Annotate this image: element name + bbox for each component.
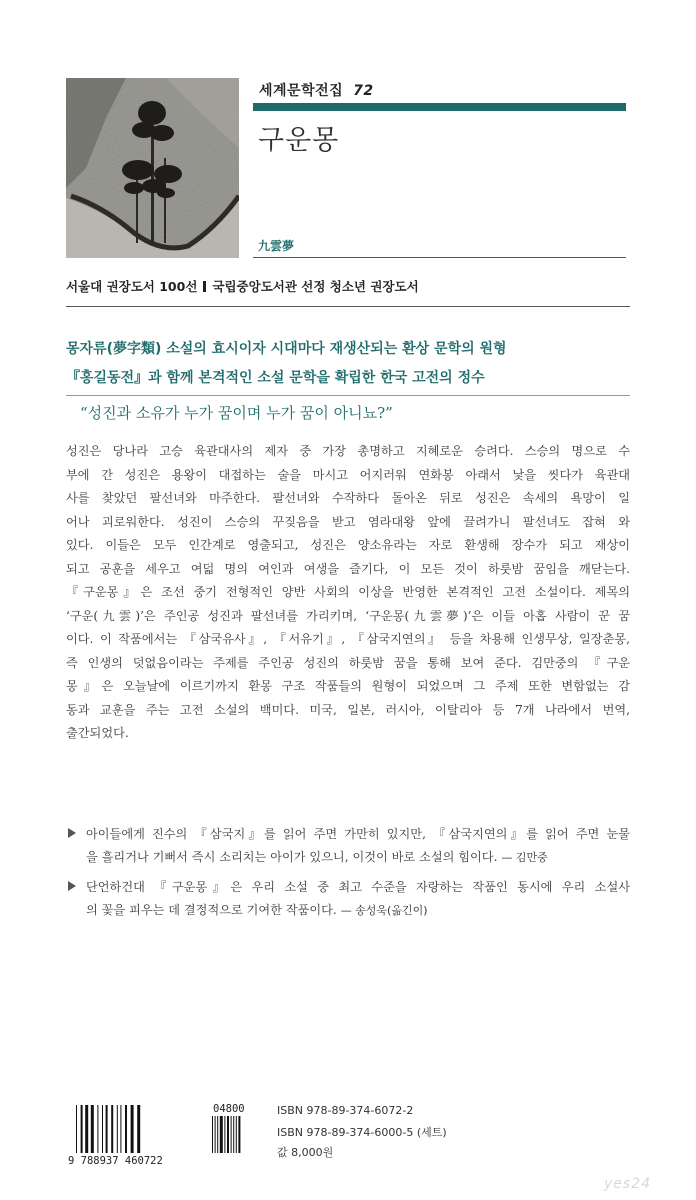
barcode (66, 1103, 262, 1166)
barcode-bar (81, 1105, 83, 1153)
blurb-line: 단언하건대 『구운몽』은 우리 소설 중 최고 수준을 자랑하는 작품인 동시에 우리 소설사 (86, 880, 630, 894)
title-divider (253, 257, 626, 258)
tree-painting-image (66, 78, 239, 258)
triangle-bullet-icon (68, 828, 76, 838)
recommendation-separator (203, 281, 206, 292)
barcode-addon-bar (212, 1116, 213, 1153)
watermark-logo: yes24 (604, 1176, 652, 1192)
blurb-line: 아이들에게 진수의 『삼국지』를 읽어 주면 가만히 있지만, 『삼국지연의』를 읽어 주면 눈물 (86, 827, 630, 841)
blurb-item (66, 876, 630, 922)
barcode-bar (106, 1105, 108, 1153)
barcode-addon-number: 04800 (213, 1103, 245, 1115)
blurb-list (66, 823, 630, 929)
barcode-addon-bar (238, 1116, 240, 1153)
isbn-line: ISBN 978-89-374-6072-2 (277, 1104, 414, 1117)
series-number: 72 (353, 83, 374, 99)
section-divider (66, 306, 630, 307)
quote-divider (66, 395, 630, 396)
barcode-graphic (66, 1103, 262, 1166)
barcode-bar (131, 1105, 134, 1153)
barcode-addon-bar (227, 1116, 229, 1153)
synopsis-line: ‘구운(九雲)’은 주인공 성진과 팔선녀를 가리키며, ‘구운몽(九雲夢)’은 이들 아홉 사람이 꾼 꿈 (66, 608, 630, 623)
barcode-addon-bar (220, 1116, 223, 1153)
barcode-addon-bar (224, 1116, 225, 1153)
synopsis-line: 부에 간 성진은 용왕이 대접하는 술을 마시고 어지러워 연화봉 아래서 낯을 씻다가 육관대 (66, 467, 630, 482)
barcode-number: 9 788937 460722 (68, 1155, 163, 1166)
series-accent-bar (253, 103, 626, 111)
hanja-title: 九雲夢 (258, 239, 295, 253)
series-label (259, 80, 374, 100)
barcode-bar (117, 1105, 118, 1153)
barcode-addon-bar (217, 1116, 218, 1153)
blurb-attribution: — 김만중 (501, 851, 548, 864)
barcode-bar (91, 1105, 94, 1153)
synopsis-line: 되고 공훈을 세우고 여덟 명의 여인과 여생을 즐기다, 이 모든 것이 하룻밤 꿈임을 깨닫는다. (66, 561, 630, 576)
barcode-bar (85, 1105, 88, 1153)
synopsis-line: 사를 찾았던 팔선녀와 마주한다. 팔선녀와 수작하다 돌아온 뒤로 성진은 속세의 욕망이 일 (66, 491, 630, 505)
barcode-addon-bar (215, 1116, 216, 1153)
blurb-item (66, 823, 630, 869)
synopsis-line: 즉 인생의 덧없음이라는 주제를 주인공 성진의 하룻밤 꿈을 통해 보여 준다. 김만중의 『구운 (66, 655, 630, 670)
barcode-bar (102, 1105, 103, 1153)
recommendation-right: 국립중앙도서관 선정 청소년 권장도서 (212, 279, 419, 294)
barcode-addon-bar (236, 1116, 237, 1153)
barcode-bar (125, 1105, 127, 1153)
synopsis-line: 이다. 이 작품에서는 『삼국유사』, 『서유기』, 『삼국지연의』 등을 차용해 인생무상, 일장춘몽, (66, 632, 630, 646)
synopsis-line: 있다. 이들은 모두 인간계로 영출되고, 성진은 양소유라는 자로 환생해 장수가 되고 재상이 (66, 538, 630, 552)
synopsis-line: 성진은 당나라 고승 육관대사의 제자 중 가장 총명하고 지혜로운 승려다. 스승의 명으로 수 (66, 444, 630, 458)
barcode-addon-bar (231, 1116, 232, 1153)
barcode-bar (137, 1105, 140, 1153)
blurb-line-text: 의 꽃을 피우는 데 결정적으로 기여한 작품이다. (86, 903, 337, 917)
book-title: 구운몽 (258, 125, 340, 156)
barcode-bar (111, 1105, 113, 1153)
barcode-addon-bar (233, 1116, 234, 1153)
barcode-bar (120, 1105, 121, 1153)
triangle-bullet-icon (68, 881, 76, 891)
blurb-attribution: — 송성욱(옮긴이) (340, 904, 428, 917)
series-name: 세계문학전집 (259, 83, 344, 99)
isbn-set-line: ISBN 978-89-374-6000-5 (세트) (277, 1126, 447, 1139)
barcode-bar (97, 1105, 98, 1153)
price-label: 값 8,000원 (277, 1146, 334, 1159)
blurb-line-last (86, 899, 630, 922)
cover-painting (66, 78, 239, 258)
synopsis-line: 어나 괴로워한다. 성진이 스승의 꾸짖음을 받고 염라대왕 앞에 끌려가니 팔선녀도 잡혀 와 (66, 514, 630, 529)
blurb-line-text: 을 흘리거나 기뻐서 즉시 소리치는 아이가 있으니, 이것이 바로 소설의 힘이다. (86, 850, 498, 864)
recommendation-line (66, 277, 419, 295)
synopsis-line: 몽』은 오늘날에 이르기까지 환몽 구조 작품들의 원형이 되었으며 그 주제 또한 변함없는 감 (66, 679, 630, 693)
pull-quote: “성진과 소유가 누가 꿈이며 누가 꿈이 아니뇨?” (80, 404, 393, 422)
synopsis-line: 동과 교훈을 주는 고전 소설의 백미다. 미국, 일본, 러시아, 이탈리아 등 7개 나라에서 번역, (66, 702, 630, 717)
synopsis-line: 출간되었다. (66, 726, 129, 740)
barcode-bar (76, 1105, 77, 1153)
headline-1: 몽자류(夢字類) 소설의 효시이자 시대마다 재생산되는 환상 문학의 원형 (66, 341, 507, 357)
blurb-line-last (86, 846, 630, 869)
headline-2: 『홍길동전』과 함께 본격적인 소설 문학을 확립한 한국 고전의 정수 (66, 370, 485, 386)
synopsis (66, 440, 630, 746)
recommendation-left: 서울대 권장도서 100선 (66, 279, 198, 294)
synopsis-line: 『구운몽』은 조선 중기 전형적인 양반 사회의 이상을 반영한 본격적인 고전 소설이다. 제목의 (66, 585, 630, 599)
